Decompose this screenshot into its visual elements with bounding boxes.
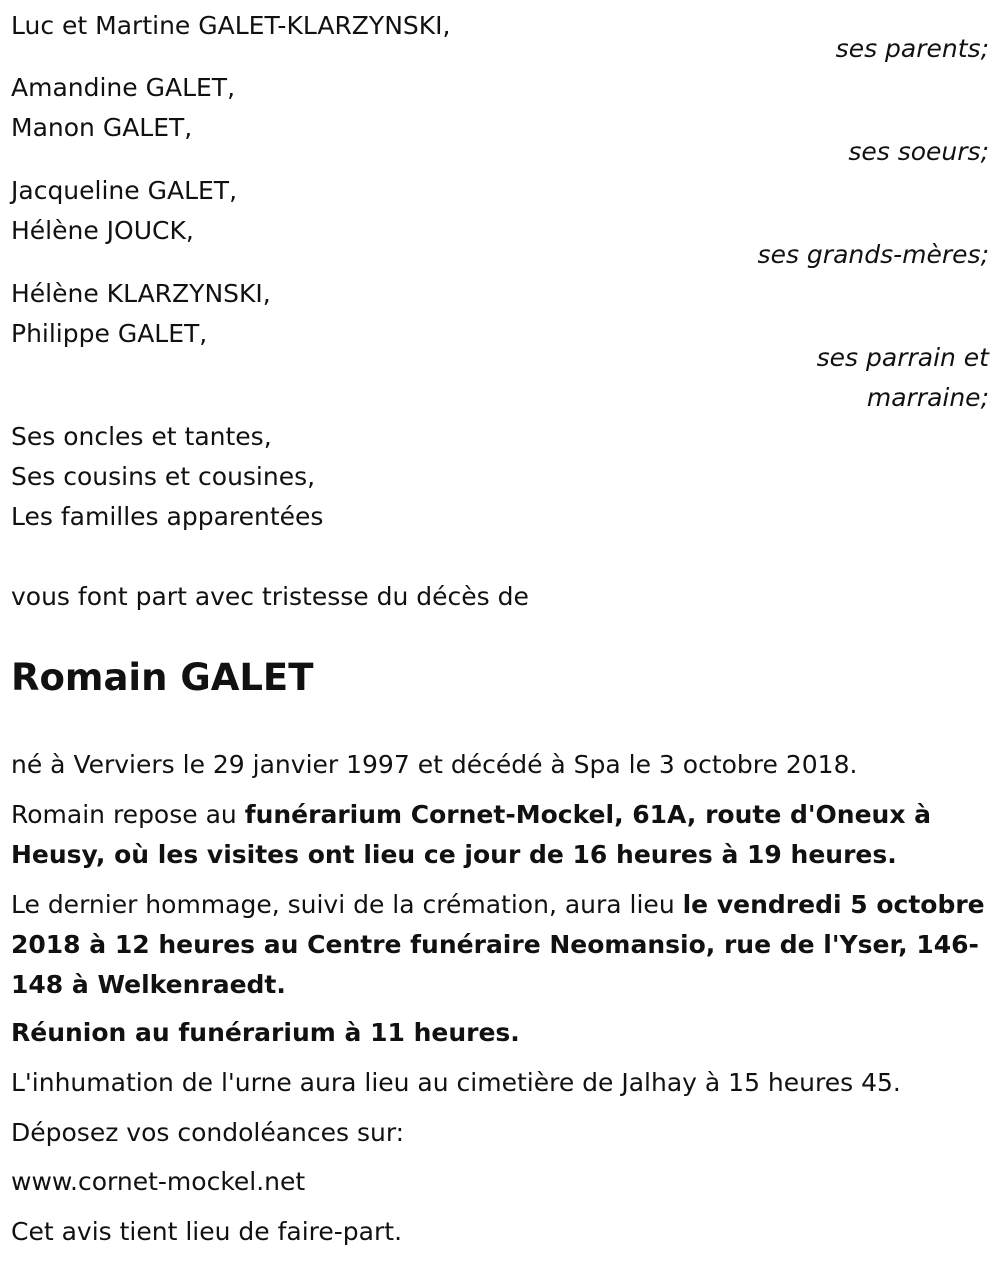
family-line-1: Ses oncles et tantes, (11, 422, 272, 451)
announcement-text: vous font part avec tristesse du décès de (11, 582, 529, 611)
parents-name: Luc et Martine GALET-KLARZYNSKI, (11, 11, 451, 40)
grandmother-name-2: Hélène JOUCK, (11, 216, 194, 245)
grandmother-name-1: Jacqueline GALET, (11, 176, 238, 205)
sister-name-2: Manon GALET, (11, 113, 193, 142)
godparent-name-1: Hélène KLARZYNSKI, (11, 279, 271, 308)
burial-text: L'inhumation de l'urne aura lieu au cimetière de Jalhay à 15 heures 45. (11, 1068, 901, 1097)
rest-details: funérarium Cornet-Mockel, 61A, route d'Oneux à Heusy, où les visites ont lieu ce jour de 16 heures à 19 heures. (11, 800, 932, 869)
tribute-prefix: Le dernier hommage, suivi de la crémation, aura lieu (11, 890, 683, 919)
rest-prefix: Romain repose au (11, 800, 245, 829)
parents-relation: ses parents; (835, 34, 989, 63)
condolences-label: Déposez vos condoléances sur: (11, 1118, 405, 1147)
godparent-name-2: Philippe GALET, (11, 319, 208, 348)
sister-name-1: Amandine GALET, (11, 73, 236, 102)
family-line-2: Ses cousins et cousines, (11, 462, 316, 491)
website-link[interactable]: www.cornet-mockel.net (11, 1167, 306, 1196)
birth-death-text: né à Verviers le 29 janvier 1997 et décédé à Spa le 3 octobre 2018. (11, 750, 858, 779)
notice-text: Cet avis tient lieu de faire-part. (11, 1217, 403, 1246)
tribute-paragraph (11, 885, 991, 1005)
sisters-relation: ses soeurs; (848, 137, 989, 166)
godparents-relation-line-1: ses parrain et (816, 343, 989, 372)
tribute-details: le vendredi 5 octobre 2018 à 12 heures au Centre funéraire Neomansio, rue de l'Yser, 146-148 à Welkenraedt. (11, 890, 985, 999)
deceased-name: Romain GALET (11, 656, 314, 699)
grandmothers-relation: ses grands-mères; (757, 240, 989, 269)
family-line-3: Les familles apparentées (11, 502, 324, 531)
rest-paragraph (11, 795, 991, 875)
godparents-relation-line-2: marraine; (866, 383, 989, 412)
meeting-text: Réunion au funérarium à 11 heures. (11, 1018, 520, 1047)
